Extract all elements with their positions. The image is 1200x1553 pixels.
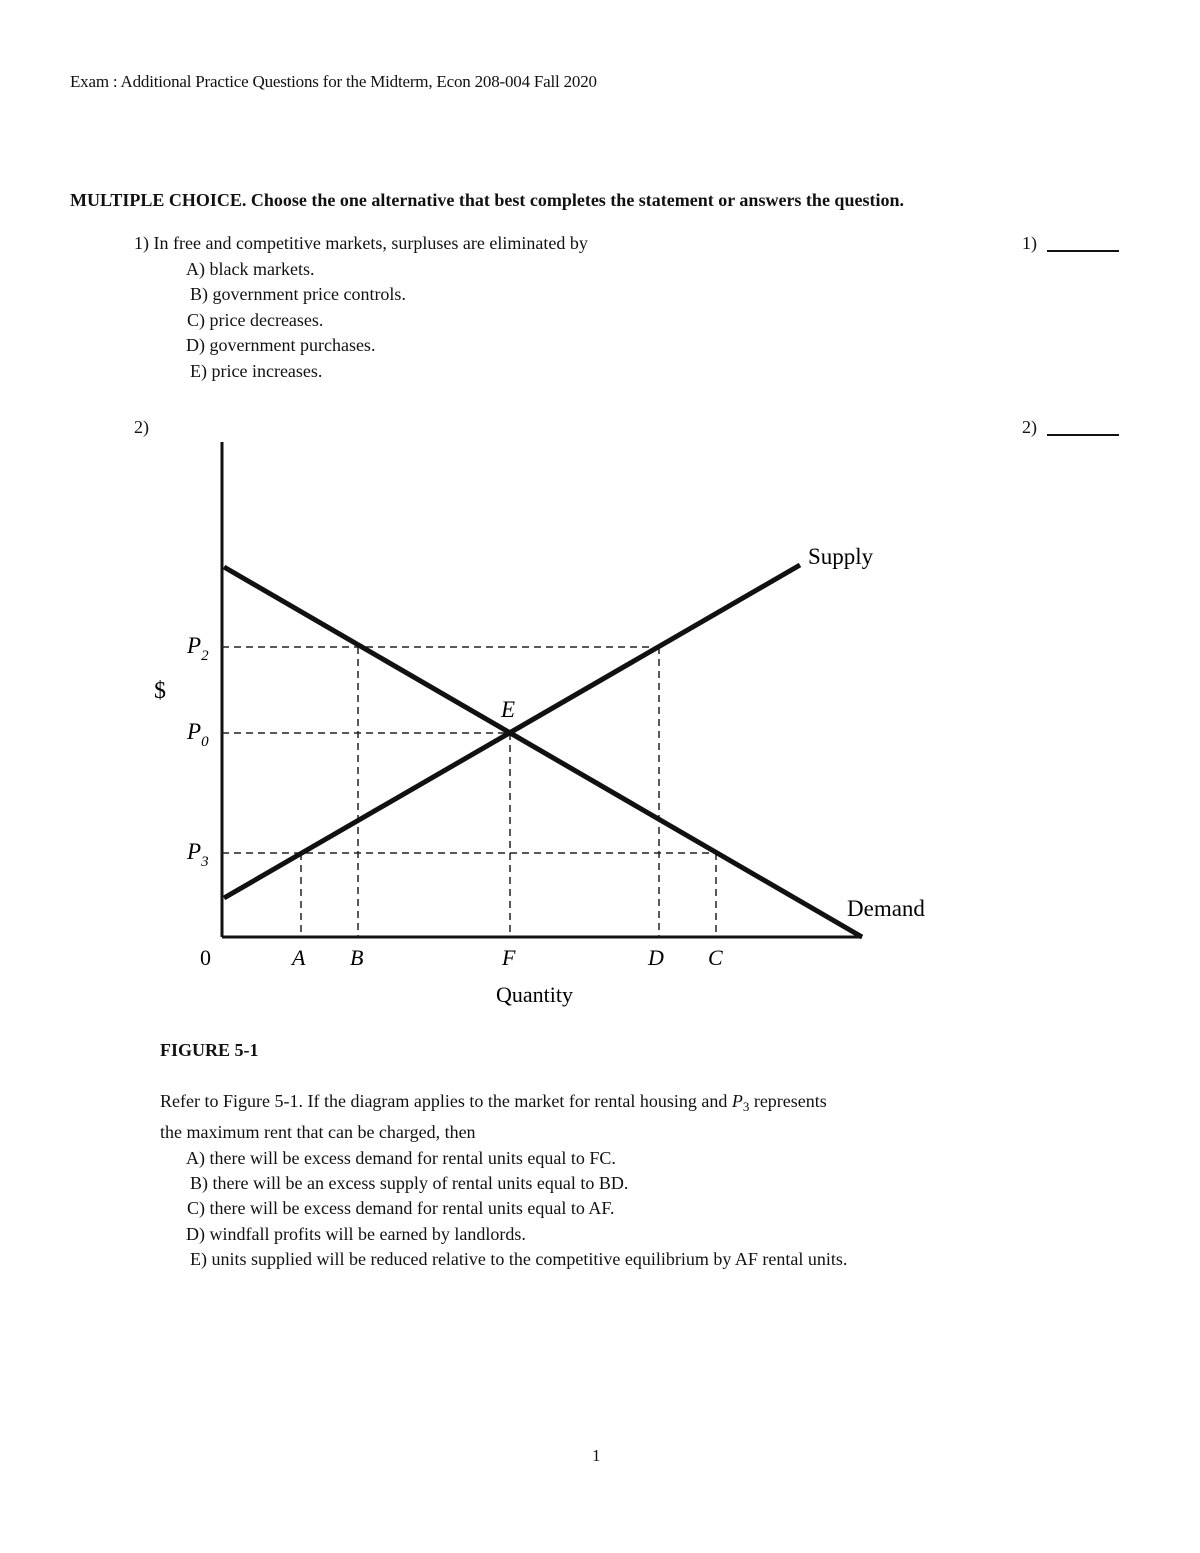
quantity-label-d: D <box>648 945 664 970</box>
page-number: 1 <box>592 1446 601 1465</box>
price-label-p0: $P_0$ <box>187 719 209 750</box>
question-2-answer-label: 2) <box>1022 417 1037 437</box>
question-2-option-a[interactable]: A) there will be excess demand for rental units equal to FC. <box>186 1148 616 1168</box>
question-2-option-e[interactable]: E) units supplied will be reduced relative to the competitive equilibrium by AF rental units. <box>190 1249 848 1269</box>
dashed-guides <box>222 647 716 937</box>
question-1-option-c[interactable]: C) price decreases. <box>187 310 324 330</box>
question-2-option-b[interactable]: B) there will be an excess supply of rental units equal to BD. <box>190 1173 629 1193</box>
question-1-option-e[interactable]: E) price increases. <box>190 361 323 381</box>
x-axis-label: Quantity <box>496 982 573 1007</box>
figure-caption: FIGURE 5-1 <box>160 1040 259 1060</box>
question-1-text: In free and competitive markets, surpluses are eliminated by <box>153 233 588 253</box>
question-1-number: 1) <box>134 233 149 253</box>
question-1-option-b[interactable]: B) government price controls. <box>190 284 406 304</box>
origin-label: 0 <box>200 945 211 970</box>
exam-header: Exam : Additional Practice Questions for the Midterm, Econ 208-004 Fall 2020 <box>70 72 597 91</box>
question-1-answer-label: 1) <box>1022 233 1037 253</box>
price-label-p2: $P_2$ <box>187 633 209 664</box>
y-axis-label: $ <box>154 678 166 704</box>
demand-label: Demand <box>847 896 925 921</box>
equilibrium-label: E <box>501 697 516 722</box>
question-2-option-c[interactable]: C) there will be excess demand for rental units equal to AF. <box>187 1198 615 1218</box>
quantity-label-f: F <box>502 945 516 970</box>
question-2-stem-line-2: the maximum rent that can be charged, then <box>160 1122 476 1142</box>
supply-label: Supply <box>808 544 874 569</box>
question-2-option-d[interactable]: D) windfall profits will be earned by landlords. <box>186 1224 526 1244</box>
demand-curve <box>224 567 862 937</box>
question-1-option-a[interactable]: A) black markets. <box>186 259 315 279</box>
quantity-label-a: A <box>292 945 306 970</box>
quantity-label-b: B <box>350 945 364 970</box>
question-2-stem-line-1: Refer to Figure 5-1. If the diagram applies to the market for rental housing and $P_3$ represents <box>160 1091 827 1114</box>
quantity-label-c: C <box>708 945 723 970</box>
instructions: MULTIPLE CHOICE. Choose the one alternative that best completes the statement or answers the question. <box>70 190 904 210</box>
price-label-p3: $P_3$ <box>187 839 209 870</box>
question-2-number: 2) <box>134 417 149 437</box>
question-1-option-d[interactable]: D) government purchases. <box>186 335 376 355</box>
